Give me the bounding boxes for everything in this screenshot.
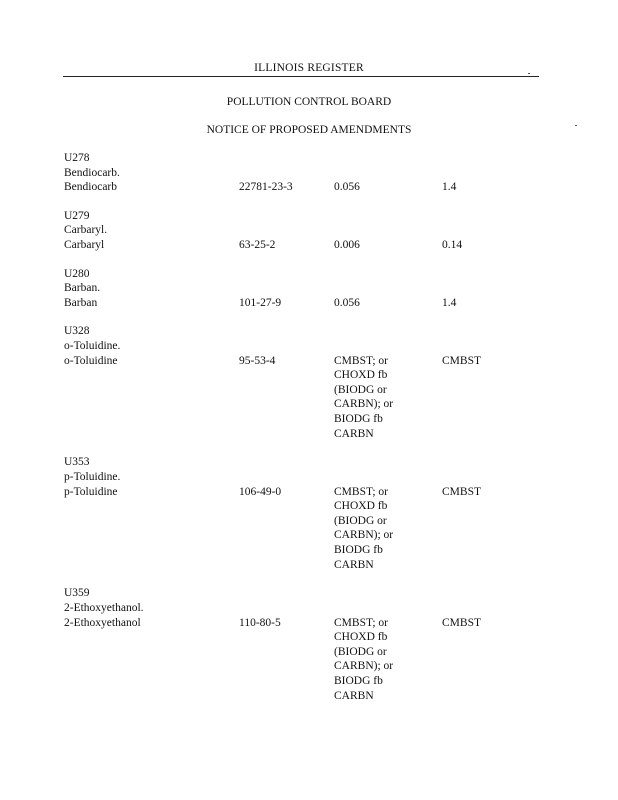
wastewater-line: (BIODG or: [334, 383, 387, 396]
wastewater-standard: [334, 238, 360, 253]
nonwastewater-standard: CMBST: [442, 485, 481, 498]
wastewater-line: CARBN: [334, 689, 374, 702]
notice-title: NOTICE OF PROPOSED AMENDMENTS: [206, 124, 412, 136]
wastewater-line: (BIODG or: [334, 514, 387, 527]
wastewater-line: CARBN); or: [334, 529, 394, 542]
wastewater-line: BIODG fb: [334, 543, 383, 556]
nonwastewater-standard: CMBST: [442, 354, 481, 367]
wastewater-standard: [334, 616, 393, 704]
wastewater-line: CHOXD fb: [334, 500, 388, 513]
nonwastewater-standard: 1.4: [442, 181, 457, 194]
constituent-name: Carbaryl: [64, 238, 105, 251]
wastewater-line: CARBN: [334, 558, 374, 571]
table-entry: [64, 209, 564, 253]
waste-code: U280: [64, 267, 90, 280]
cas-number: 95-53-4: [239, 354, 276, 367]
table-entry: [64, 267, 564, 311]
board-title: POLLUTION CONTROL BOARD: [226, 96, 392, 108]
wastewater-line: CMBST; or: [334, 354, 389, 367]
table-entry: [64, 324, 564, 441]
wastewater-standard: [334, 296, 360, 311]
constituent-table: [64, 151, 564, 717]
wastewater-line: BIODG fb: [334, 412, 383, 425]
constituent-synonym: Barban.: [64, 282, 101, 295]
constituent-name: p-Toluidine: [64, 485, 118, 498]
table-entry: [64, 586, 564, 703]
table-row: [64, 616, 564, 702]
waste-code: U328: [64, 325, 90, 338]
wastewater-line: CHOXD fb: [334, 369, 388, 382]
table-row: [64, 180, 564, 195]
register-title: ILLINOIS REGISTER: [254, 62, 364, 74]
wastewater-standard: [334, 354, 393, 442]
cas-number: 101-27-9: [239, 296, 282, 309]
header-rule: [63, 76, 539, 77]
table-row: [64, 238, 564, 253]
wastewater-standard: [334, 180, 360, 195]
constituent-name: o-Toluidine: [64, 354, 118, 367]
cas-number: 106-49-0: [239, 485, 282, 498]
wastewater-line: BIODG fb: [334, 674, 383, 687]
table-row: [64, 485, 564, 571]
scan-speck: [528, 73, 530, 74]
constituent-name: Barban: [64, 296, 98, 309]
wastewater-line: 0.006: [334, 238, 360, 251]
wastewater-line: 0.056: [334, 181, 360, 194]
waste-code: U353: [64, 456, 90, 469]
table-entry: [64, 151, 564, 195]
nonwastewater-standard: 1.4: [442, 296, 457, 309]
wastewater-line: CMBST; or: [334, 485, 389, 498]
constituent-name: 2-Ethoxyethanol: [64, 616, 141, 629]
wastewater-line: CHOXD fb: [334, 631, 388, 644]
table-entry: [64, 455, 564, 572]
cas-number: 110-80-5: [239, 616, 281, 629]
constituent-synonym: Bendiocarb.: [64, 166, 120, 179]
nonwastewater-standard: CMBST: [442, 616, 481, 629]
wastewater-line: CMBST; or: [334, 616, 389, 629]
wastewater-standard: [334, 485, 393, 573]
constituent-synonym: Carbaryl.: [64, 224, 108, 237]
wastewater-line: CARBN); or: [334, 398, 394, 411]
wastewater-line: 0.056: [334, 296, 360, 309]
wastewater-line: (BIODG or: [334, 645, 387, 658]
constituent-synonym: 2-Ethoxyethanol.: [64, 601, 144, 614]
wastewater-line: CARBN); or: [334, 660, 394, 673]
waste-code: U359: [64, 587, 90, 600]
nonwastewater-standard: 0.14: [442, 238, 463, 251]
constituent-name: Bendiocarb: [64, 181, 118, 194]
cas-number: 63-25-2: [239, 238, 276, 251]
cas-number: 22781-23-3: [239, 181, 293, 194]
constituent-synonym: o-Toluidine.: [64, 339, 121, 352]
waste-code: U279: [64, 209, 90, 222]
constituent-synonym: p-Toluidine.: [64, 470, 121, 483]
table-row: [64, 354, 564, 440]
waste-code: U278: [64, 152, 90, 164]
wastewater-line: CARBN: [334, 427, 374, 440]
table-row: [64, 296, 564, 311]
